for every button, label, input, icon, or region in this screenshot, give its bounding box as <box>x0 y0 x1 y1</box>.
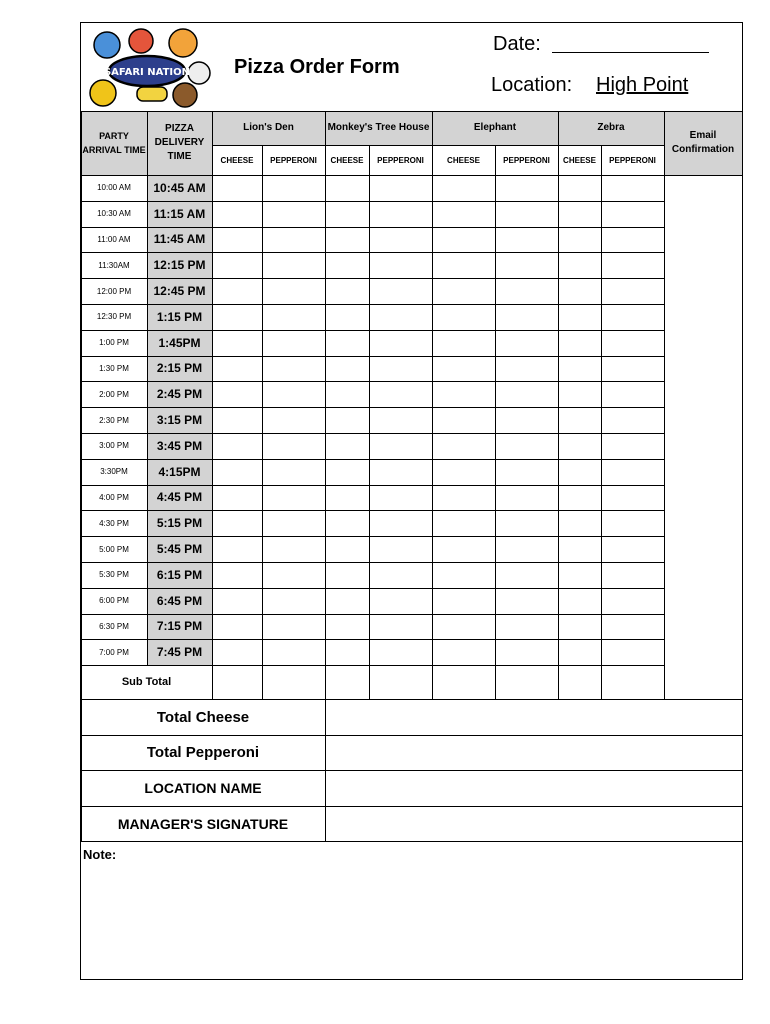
row-line <box>81 588 743 589</box>
date-input-line[interactable] <box>552 52 709 53</box>
order-entry-cell[interactable] <box>262 227 325 253</box>
order-entry-cell[interactable] <box>558 510 601 536</box>
order-entry-cell[interactable] <box>262 278 325 304</box>
order-entry-cell[interactable] <box>325 175 369 201</box>
pizza-order-form <box>80 22 743 980</box>
order-entry-cell[interactable] <box>432 459 495 485</box>
order-entry-cell[interactable] <box>212 201 262 227</box>
order-entry-cell[interactable] <box>262 304 325 330</box>
order-entry-cell[interactable] <box>325 433 369 459</box>
order-entry-cell[interactable] <box>262 201 325 227</box>
party-arrival-time: 4:30 PM <box>99 518 129 528</box>
order-entry-cell[interactable] <box>601 485 664 511</box>
order-entry-cell[interactable] <box>432 201 495 227</box>
pizza-delivery-time: 5:15 PM <box>156 516 203 531</box>
order-entry-cell[interactable] <box>495 201 558 227</box>
order-entry-cell[interactable] <box>262 639 325 665</box>
order-entry-cell[interactable] <box>262 175 325 201</box>
order-entry-cell[interactable] <box>495 330 558 356</box>
party-arrival-time: 10:00 AM <box>97 183 131 193</box>
subtotal-cell[interactable] <box>558 665 601 699</box>
row-line <box>81 407 743 408</box>
order-entry-cell[interactable] <box>558 278 601 304</box>
order-entry-cell[interactable] <box>432 510 495 536</box>
order-entry-cell[interactable] <box>212 510 262 536</box>
party-arrival-time: 11:00 AM <box>97 234 131 244</box>
row-line <box>81 536 743 537</box>
order-entry-cell[interactable] <box>212 562 262 588</box>
pizza-delivery-time: 3:15 PM <box>156 413 203 428</box>
order-entry-cell[interactable] <box>369 510 432 536</box>
pizza-delivery-time: 12:15 PM <box>153 258 206 273</box>
row-line <box>81 614 743 615</box>
column-line <box>212 111 213 699</box>
order-entry-cell[interactable] <box>325 304 369 330</box>
order-entry-cell[interactable] <box>601 588 664 614</box>
order-entry-cell[interactable] <box>432 381 495 407</box>
party-arrival-time: 10:30 AM <box>97 209 131 219</box>
order-entry-cell[interactable] <box>432 614 495 640</box>
order-entry-cell[interactable] <box>558 459 601 485</box>
order-entry-cell[interactable] <box>495 562 558 588</box>
col-sub-header: CHEESE <box>563 155 596 165</box>
order-entry-cell[interactable] <box>495 407 558 433</box>
order-entry-cell[interactable] <box>369 536 432 562</box>
pizza-delivery-time: 10:45 AM <box>153 180 206 195</box>
left-edge <box>81 111 82 841</box>
order-entry-cell[interactable] <box>495 278 558 304</box>
col-group-header: Elephant <box>473 122 517 133</box>
order-entry-cell[interactable] <box>212 227 262 253</box>
order-entry-cell[interactable] <box>558 639 601 665</box>
order-entry-cell[interactable] <box>558 381 601 407</box>
order-entry-cell[interactable] <box>601 304 664 330</box>
order-entry-cell[interactable] <box>432 278 495 304</box>
order-entry-cell[interactable] <box>369 433 432 459</box>
order-entry-cell[interactable] <box>325 227 369 253</box>
summary-entry-field[interactable] <box>325 699 742 735</box>
order-entry-cell[interactable] <box>325 485 369 511</box>
order-entry-cell[interactable] <box>369 175 432 201</box>
column-line <box>325 111 326 699</box>
summary-label: LOCATION NAME <box>144 780 262 796</box>
row-line <box>81 485 743 486</box>
order-entry-cell[interactable] <box>601 459 664 485</box>
order-entry-cell[interactable] <box>369 639 432 665</box>
party-arrival-time: 1:00 PM <box>99 338 129 348</box>
order-entry-cell[interactable] <box>495 536 558 562</box>
order-entry-cell[interactable] <box>325 252 369 278</box>
order-entry-cell[interactable] <box>369 381 432 407</box>
order-entry-cell[interactable] <box>262 407 325 433</box>
subtotal-cell[interactable] <box>369 665 432 699</box>
subtotal-label: Sub Total <box>121 676 172 689</box>
order-entry-cell[interactable] <box>262 485 325 511</box>
order-entry-cell[interactable] <box>601 614 664 640</box>
pizza-delivery-time: 4:15PM <box>158 464 201 479</box>
order-entry-cell[interactable] <box>432 433 495 459</box>
order-entry-cell[interactable] <box>325 278 369 304</box>
order-entry-cell[interactable] <box>325 459 369 485</box>
order-entry-cell[interactable] <box>432 407 495 433</box>
order-entry-cell[interactable] <box>432 227 495 253</box>
pizza-delivery-time: 3:45 PM <box>156 438 203 453</box>
order-entry-cell[interactable] <box>495 381 558 407</box>
order-entry-cell[interactable] <box>558 330 601 356</box>
order-entry-cell[interactable] <box>325 639 369 665</box>
order-entry-cell[interactable] <box>262 588 325 614</box>
order-entry-cell[interactable] <box>212 459 262 485</box>
pizza-delivery-time: 11:45 AM <box>153 232 206 247</box>
order-entry-cell[interactable] <box>325 407 369 433</box>
row-line <box>81 201 743 202</box>
order-entry-cell[interactable] <box>558 407 601 433</box>
col-sub-header: CHEESE <box>447 155 480 165</box>
subtotal-cell[interactable] <box>212 665 262 699</box>
col-sub-header: PEPPERONI <box>270 155 317 165</box>
column-line <box>262 145 263 699</box>
summary-line <box>81 735 743 736</box>
order-entry-cell[interactable] <box>495 227 558 253</box>
pizza-delivery-time: 2:45 PM <box>156 387 203 402</box>
order-entry-cell[interactable] <box>262 510 325 536</box>
order-entry-cell[interactable] <box>601 536 664 562</box>
order-entry-cell[interactable] <box>369 407 432 433</box>
summary-entry-field[interactable] <box>325 770 742 806</box>
party-arrival-time: 5:30 PM <box>99 570 129 580</box>
subtotal-cell[interactable] <box>432 665 495 699</box>
header-bottom-line <box>81 175 743 176</box>
order-entry-cell[interactable] <box>558 614 601 640</box>
order-entry-cell[interactable] <box>558 252 601 278</box>
row-line <box>81 304 743 305</box>
order-entry-cell[interactable] <box>495 510 558 536</box>
order-entry-cell[interactable] <box>495 614 558 640</box>
order-entry-cell[interactable] <box>262 614 325 640</box>
party-arrival-time: 11:30AM <box>98 260 130 270</box>
order-entry-cell[interactable] <box>601 175 664 201</box>
group-divider <box>212 145 665 146</box>
subtotal-cell[interactable] <box>325 665 369 699</box>
order-entry-cell[interactable] <box>495 588 558 614</box>
order-entry-cell[interactable] <box>262 252 325 278</box>
order-entry-cell[interactable] <box>495 485 558 511</box>
svg-text:SAFARI NATION: SAFARI NATION <box>103 67 191 78</box>
order-entry-cell[interactable] <box>212 485 262 511</box>
party-arrival-time: 6:30 PM <box>99 621 129 631</box>
subtotal-cell[interactable] <box>262 665 325 699</box>
summary-label: Total Cheese <box>156 708 250 726</box>
order-entry-cell[interactable] <box>212 536 262 562</box>
row-line <box>81 356 743 357</box>
summary-column-line <box>325 699 326 841</box>
order-entry-cell[interactable] <box>369 485 432 511</box>
order-entry-cell[interactable] <box>558 227 601 253</box>
summary-label: Total Pepperoni <box>146 744 260 761</box>
row-line <box>81 562 743 563</box>
order-entry-cell[interactable] <box>432 562 495 588</box>
order-entry-cell[interactable] <box>601 356 664 382</box>
col-group-header: Monkey's Tree House <box>327 122 430 133</box>
order-entry-cell[interactable] <box>601 227 664 253</box>
summary-line <box>81 699 743 700</box>
order-entry-cell[interactable] <box>325 356 369 382</box>
location-label: Location: <box>491 74 573 96</box>
order-entry-cell[interactable] <box>212 356 262 382</box>
party-arrival-time: 5:00 PM <box>99 544 129 554</box>
order-entry-cell[interactable] <box>495 252 558 278</box>
order-entry-cell[interactable] <box>558 304 601 330</box>
order-entry-cell[interactable] <box>601 510 664 536</box>
summary-line <box>81 770 743 771</box>
order-entry-cell[interactable] <box>601 201 664 227</box>
pizza-delivery-time: 1:15 PM <box>156 309 203 324</box>
row-line <box>81 381 743 382</box>
col-sub-header: CHEESE <box>330 155 364 165</box>
summary-line <box>81 841 743 842</box>
order-entry-cell[interactable] <box>601 330 664 356</box>
order-entry-cell[interactable] <box>601 639 664 665</box>
row-line <box>81 665 743 666</box>
col-sub-header: PEPPERONI <box>377 155 424 165</box>
order-entry-cell[interactable] <box>601 252 664 278</box>
order-entry-cell[interactable] <box>369 227 432 253</box>
row-line <box>81 510 743 511</box>
pizza-delivery-time: 11:15 AM <box>153 206 206 221</box>
order-entry-cell[interactable] <box>369 562 432 588</box>
order-entry-cell[interactable] <box>212 304 262 330</box>
pizza-delivery-time: 12:45 PM <box>153 284 206 299</box>
order-entry-cell[interactable] <box>262 356 325 382</box>
order-entry-cell[interactable] <box>495 459 558 485</box>
date-label: Date: <box>493 33 541 55</box>
column-line <box>601 145 602 699</box>
order-entry-cell[interactable] <box>325 614 369 640</box>
party-arrival-time: 2:00 PM <box>99 389 129 399</box>
order-entry-cell[interactable] <box>262 433 325 459</box>
order-entry-cell[interactable] <box>212 252 262 278</box>
order-entry-cell[interactable] <box>212 330 262 356</box>
column-line <box>147 111 148 665</box>
order-entry-cell[interactable] <box>495 356 558 382</box>
col-group-header: Zebra <box>597 122 625 133</box>
order-entry-cell[interactable] <box>212 433 262 459</box>
order-entry-cell[interactable] <box>325 381 369 407</box>
order-entry-cell[interactable] <box>558 201 601 227</box>
party-arrival-time: 1:30 PM <box>99 363 129 373</box>
order-entry-cell[interactable] <box>558 175 601 201</box>
order-entry-cell[interactable] <box>325 536 369 562</box>
order-entry-cell[interactable] <box>495 433 558 459</box>
column-line <box>369 145 370 699</box>
safari-nation-logo <box>85 27 215 109</box>
order-entry-cell[interactable] <box>325 330 369 356</box>
order-entry-cell[interactable] <box>212 407 262 433</box>
order-entry-cell[interactable] <box>369 278 432 304</box>
order-entry-cell[interactable] <box>369 201 432 227</box>
order-entry-cell[interactable] <box>212 278 262 304</box>
summary-line <box>81 806 743 807</box>
row-line <box>81 639 743 640</box>
row-line <box>81 433 743 434</box>
party-arrival-time: 3:00 PM <box>99 441 129 451</box>
order-entry-cell[interactable] <box>432 356 495 382</box>
order-entry-cell[interactable] <box>432 485 495 511</box>
row-line <box>81 252 743 253</box>
subtotal-cell[interactable] <box>495 665 558 699</box>
party-arrival-time: 6:00 PM <box>99 596 129 606</box>
location-value: High Point <box>596 74 689 96</box>
header-divider <box>81 111 743 112</box>
order-entry-cell[interactable] <box>432 304 495 330</box>
order-entry-cell[interactable] <box>369 330 432 356</box>
order-entry-cell[interactable] <box>262 562 325 588</box>
column-line <box>558 111 559 699</box>
order-entry-cell[interactable] <box>601 381 664 407</box>
order-entry-cell[interactable] <box>558 588 601 614</box>
order-entry-cell[interactable] <box>262 536 325 562</box>
summary-entry-field[interactable] <box>325 735 742 770</box>
row-line <box>81 459 743 460</box>
order-entry-cell[interactable] <box>212 175 262 201</box>
party-arrival-time: 7:00 PM <box>99 647 129 657</box>
pizza-delivery-time: 7:15 PM <box>156 619 203 634</box>
pizza-delivery-time: 1:45PM <box>158 335 201 350</box>
column-line <box>495 145 496 699</box>
pizza-delivery-time: 6:45 PM <box>156 593 203 608</box>
summary-entry-field[interactable] <box>325 806 742 841</box>
party-arrival-time: 12:30 PM <box>96 312 132 322</box>
order-entry-cell[interactable] <box>432 252 495 278</box>
order-entry-cell[interactable] <box>495 304 558 330</box>
col-group-header: Lion's Den <box>243 122 294 133</box>
pizza-delivery-time: 5:45 PM <box>156 542 203 557</box>
order-entry-cell[interactable] <box>432 175 495 201</box>
order-entry-cell[interactable] <box>262 381 325 407</box>
order-entry-cell[interactable] <box>432 536 495 562</box>
column-line <box>432 111 433 699</box>
order-entry-cell[interactable] <box>325 588 369 614</box>
order-entry-cell[interactable] <box>601 562 664 588</box>
row-line <box>81 278 743 279</box>
order-entry-cell[interactable] <box>558 536 601 562</box>
order-entry-cell[interactable] <box>601 407 664 433</box>
order-entry-cell[interactable] <box>558 562 601 588</box>
party-arrival-time: 2:30 PM <box>99 415 129 425</box>
subtotal-cell[interactable] <box>601 665 664 699</box>
col-header-party: PARTY ARRIVAL TIME <box>82 131 146 155</box>
form-title: Pizza Order Form <box>234 56 400 78</box>
col-sub-header: PEPPERONI <box>609 155 656 165</box>
pizza-delivery-time: 2:15 PM <box>156 361 203 376</box>
col-header-email: Email Confirmation <box>671 130 735 155</box>
order-entry-cell[interactable] <box>212 381 262 407</box>
order-entry-cell[interactable] <box>558 433 601 459</box>
party-arrival-time: 3:30PM <box>100 467 128 477</box>
form-header <box>81 23 742 111</box>
col-sub-header: PEPPERONI <box>503 155 550 165</box>
party-arrival-time: 4:00 PM <box>99 492 129 502</box>
order-entry-cell[interactable] <box>495 175 558 201</box>
order-entry-cell[interactable] <box>325 201 369 227</box>
pizza-delivery-time: 6:15 PM <box>156 567 203 582</box>
party-arrival-time: 12:00 PM <box>96 286 132 296</box>
summary-label: MANAGER'S SIGNATURE <box>117 815 289 832</box>
order-entry-cell[interactable] <box>558 356 601 382</box>
order-entry-cell[interactable] <box>495 639 558 665</box>
order-entry-cell[interactable] <box>369 356 432 382</box>
row-line <box>81 330 743 331</box>
order-entry-cell[interactable] <box>369 304 432 330</box>
order-entry-cell[interactable] <box>325 562 369 588</box>
order-entry-cell[interactable] <box>369 459 432 485</box>
order-entry-cell[interactable] <box>369 614 432 640</box>
order-entry-cell[interactable] <box>369 252 432 278</box>
order-entry-cell[interactable] <box>432 588 495 614</box>
order-entry-cell[interactable] <box>212 588 262 614</box>
col-header-delivery: PIZZA DELIVERY TIME <box>154 123 205 162</box>
order-entry-cell[interactable] <box>212 639 262 665</box>
pizza-delivery-time: 7:45 PM <box>156 645 203 660</box>
order-entry-cell[interactable] <box>432 639 495 665</box>
order-entry-cell[interactable] <box>262 330 325 356</box>
order-entry-cell[interactable] <box>601 433 664 459</box>
row-line <box>81 227 743 228</box>
note-label: Note: <box>83 847 117 862</box>
col-sub-header: CHEESE <box>220 155 254 165</box>
order-entry-cell[interactable] <box>369 588 432 614</box>
order-entry-cell[interactable] <box>212 614 262 640</box>
order-entry-cell[interactable] <box>558 485 601 511</box>
email-column-blank <box>665 176 742 699</box>
order-entry-cell[interactable] <box>601 278 664 304</box>
order-entry-cell[interactable] <box>432 330 495 356</box>
order-entry-cell[interactable] <box>262 459 325 485</box>
order-entry-cell[interactable] <box>325 510 369 536</box>
pizza-delivery-time: 4:45 PM <box>156 490 203 505</box>
